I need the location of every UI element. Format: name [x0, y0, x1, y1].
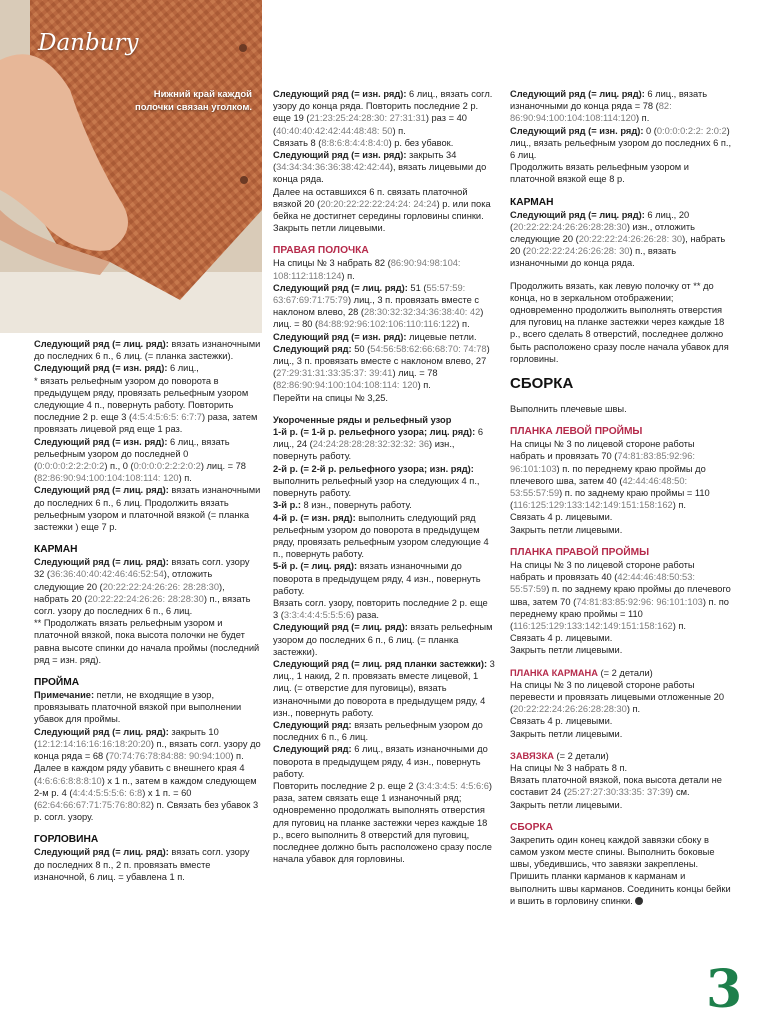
text-run: Вязать согл. узору, повторить последние 2 р. еще 3 (	[273, 597, 488, 621]
text-run: На спицы № 3 по лицевой стороне работы набрать и провязать 70 (	[510, 439, 695, 462]
text-run: ) р. или пока бейка не достигнет середины горловины спинки.	[273, 198, 491, 222]
size-numbers: 0:0:0:0:2:2:2:0:2	[133, 461, 201, 472]
spacer	[510, 270, 732, 280]
size-numbers: 27:29:31:31:33:35:37: 39:41	[276, 368, 393, 379]
row-label: Следующий ряд (= изн. ряд):	[273, 150, 407, 161]
row-label: Следующий ряд (= изн. ряд):	[34, 436, 168, 447]
text-run: 50 (	[351, 343, 371, 354]
size-numbers: 20:22:22:24:26:26:28: 30	[578, 234, 683, 245]
text-run: ), набрать 20 (	[34, 581, 225, 604]
text-run: выполнить рельефный узор на следующих 4 п., повернуть работу.	[273, 475, 480, 499]
text-run: лицевые петли.	[406, 331, 477, 342]
text-run: 6 лиц., 20 (	[510, 209, 690, 232]
instruction-paragraph	[34, 689, 262, 726]
text-run: ) р. без убавок.	[388, 137, 454, 148]
text-run: Связать 4 р. лицевыми.	[510, 512, 613, 523]
section-heading: ПЛАНКА ЛЕВОЙ ПРОЙМЫ	[510, 426, 643, 438]
text-run: ) изн., повернуть работу.	[273, 439, 455, 462]
text-run: ) лиц., 3 п. провязать вместе с наклоном влево, 27 (	[273, 343, 490, 379]
section-heading: ПРОЙМА	[34, 677, 80, 689]
size-numbers: 116:125:129:133:142:149:151:158:162	[513, 500, 673, 511]
size-numbers: 12:12:14:16:16:16:18:20:20	[37, 738, 151, 749]
spacer	[34, 666, 262, 676]
row-label: 4-й р. (= изн. ряд):	[273, 512, 356, 523]
instruction-paragraph	[34, 617, 262, 666]
row-label: Следующий ряд (= изн. ряд):	[273, 331, 407, 342]
section-heading: ПЛАНКА ПРАВОЙ ПРОЙМЫ	[510, 546, 650, 558]
text-run: вязать согл. узору до последних 8 п., 2 п. провязать вместе изнаночной, 6 лиц. = убавлена 1 п.	[34, 847, 250, 882]
row-label: Следующий ряд (= лиц. ряд):	[34, 726, 169, 737]
size-numbers: 42:44:46:48:50: 53:55:57:59	[510, 475, 688, 499]
row-label: Следующий ряд (= лиц. ряд):	[273, 622, 408, 633]
instruction-paragraph	[34, 436, 262, 485]
text-run: 6 лиц., вязать изнаночными до конца ряда = 78 (	[510, 89, 708, 112]
text-run: ) п. по заднему краю проймы до плечевого шва, затем 70 (	[510, 584, 731, 607]
spacer	[273, 404, 495, 414]
instruction-paragraph	[273, 499, 495, 511]
text-run: ) п.	[392, 125, 406, 136]
size-numbers: 4:6:6:6:8:8:8:10	[37, 775, 102, 786]
size-numbers: 34:34:34:36:36:38:42:42:44	[276, 162, 390, 173]
section-heading: ГОРЛОВИНА	[34, 834, 99, 846]
text-run: Связать 8 (	[273, 137, 322, 148]
text-run: ** Продолжать вязать рельефным узором и платочной вязкой, пока высота полочки не будет равна высоте спинки до начала проймы (последний ряд = изн. ряд).	[34, 618, 260, 665]
text-run: 6 лиц.,	[167, 363, 199, 374]
row-label: Следующий ряд (= лиц. ряд):	[510, 89, 645, 99]
instruction-paragraph	[510, 834, 732, 907]
row-label: Следующий ряд:	[273, 719, 352, 730]
text-run: 6 лиц., 24 (	[273, 427, 483, 450]
size-numbers: 74:81:83:85:92:96: 96:101:103	[510, 451, 695, 474]
text-run: Вязать платочной вязкой, пока высота детали не составит 24 (	[510, 775, 722, 798]
text-run: Продолжить вязать рельефным узором и платочной вязкой еще 8 р.	[510, 162, 689, 185]
instruction-paragraph	[273, 719, 495, 743]
text-run: вязать рельефным узором до последних 6 п., 6 лиц.	[273, 719, 483, 743]
text-run: вязать согл. узору 32 (	[34, 557, 250, 580]
text-run: ) раза, затем связать еще 1 изнаночный ряд; одновременно продолжать выполнять отверстия для пуговиц на планке застежки через каждые 18 р., всего выполнить 8 отверстий для пуговиц, последнее должно быть расположено сразу после начала убавок для горловины.	[273, 780, 493, 865]
text-run: ) п. по переднему краю проймы до плечевого шва, затем 40 (	[510, 463, 706, 486]
instruction-paragraph	[510, 715, 732, 727]
size-numbers: 82: 86:90:94:100:104:108:114:120	[510, 101, 672, 124]
end-mark-icon	[635, 897, 643, 905]
size-numbers: 70:74:76:78:84:88: 90:94:100	[108, 751, 231, 762]
instruction-paragraph	[510, 559, 732, 632]
instruction-paragraph	[273, 780, 495, 865]
instruction-paragraph	[273, 743, 495, 780]
size-numbers: 0:0:0:0:2:2: 2:0:2	[656, 125, 727, 136]
row-label: Укороченные ряды и рельефный узор	[273, 414, 452, 425]
row-label: Следующий ряд (= изн. ряд):	[510, 125, 644, 136]
text-run: 51 (	[407, 282, 427, 293]
row-label: Следующий ряд (= лиц. ряд):	[34, 847, 169, 858]
row-label: Следующий ряд (= лиц. ряд):	[510, 209, 645, 220]
spacer	[510, 657, 732, 667]
section-heading: ПРАВАЯ ПОЛОЧКА	[273, 245, 369, 257]
size-numbers: 8:8:6:8:4:4:8:4:0	[321, 137, 389, 148]
text-run: 6 лиц., вязать изнаночными до поворота в предыдущем ряду, 4 изн., повернуть работу.	[273, 744, 488, 779]
instruction-paragraph	[510, 774, 732, 798]
instruction-paragraph	[273, 222, 495, 234]
size-numbers: 25:27:27:30:33:35: 37:39	[566, 787, 671, 798]
text-run: ) х 1 п. = 60 (	[34, 787, 192, 810]
text-run: Закрыть петли лицевыми.	[273, 223, 386, 234]
text-run: вязать изнаночными до последних 6 п., 6 лиц. (= планка застежки).	[34, 339, 261, 362]
text-run: ) п. по заднему краю проймы = 110 (	[510, 488, 710, 511]
text-run: закрыть 10 (	[34, 726, 219, 749]
size-numbers: 24:24:28:28:28:32:32:32: 36	[312, 439, 430, 450]
text-run: ) п.	[341, 270, 355, 281]
row-label: 2-й р. (= 2-й р. рельефного узора; изн. ряд):	[273, 463, 474, 474]
text-run: ), набрать 20 (	[510, 234, 726, 257]
text-run: На спицы № 3 по лицевой стороне работы набрать и провязать 40 (	[510, 559, 695, 583]
text-run: Далее на оставшихся 6 п. связать платочной вязкой 20 (	[273, 186, 468, 209]
text-run: Повторить последние 2 р. еще 2 (	[273, 780, 420, 791]
size-numbers: 84:88:92:96:102:106:110:116:122	[318, 319, 457, 330]
text-run: ) п. Связать без убавок 3 р. согл. узору.	[34, 799, 259, 823]
text-run: Продолжить вязать, как левую полочку от ** до конца, но в зеркальном отображении; одновременно продолжить выполнять отверстия для пуговиц на планке застежки через каждые 18 р., всего сделать 8 отверстий, последнее должно быть расположено сразу после начала убавок для горловины.	[510, 280, 729, 364]
instruction-paragraph	[273, 414, 495, 426]
instruction-paragraph	[34, 556, 262, 617]
instruction-paragraph	[273, 560, 495, 597]
text-run: закрыть 34 (	[273, 150, 457, 173]
row-label: Следующий ряд:	[273, 744, 352, 755]
text-run: * вязать рельефным узором до поворота в предыдущем ряду, провязать рельефным узором следующие 4 п., повернуть работу. Повторить последние 2 р. еще 3 (	[34, 375, 249, 423]
text-run: ) лиц. = 78 (	[273, 368, 438, 391]
size-numbers: 54:56:58:62:66:68:70: 74:78	[370, 343, 487, 354]
size-numbers: 3:3:4:4:4:5:5:5:6	[283, 610, 352, 621]
instruction-paragraph	[510, 209, 732, 270]
text-run: ) п. по переднему краю проймы = 110 (	[510, 596, 729, 631]
spacer	[34, 533, 262, 543]
text-run: ), отложить следующие 20 (	[34, 569, 213, 592]
text-run: На спицы № 3 набрать 8 п.	[510, 762, 628, 773]
size-numbers: 82:86:90:94:100:104:108:114: 120	[276, 380, 418, 391]
text-run: ) раза, затем провязать лицевой ряд еще 1 раз.	[34, 412, 258, 435]
instruction-paragraph	[510, 799, 732, 811]
text-run: ) п.	[672, 620, 686, 631]
text-run: Далее в каждом ряду убавить с внешнего края 4 (	[34, 763, 245, 786]
instruction-paragraph	[273, 658, 495, 719]
text-run: ) раз = 40 (	[273, 113, 467, 136]
size-numbers: 28:30:32:32:34:36:38:40: 42	[363, 307, 481, 318]
size-numbers: 4:4:4:5:5:5:6: 6:8	[72, 787, 143, 798]
text-run: выполнить следующий ряд рельефным узором до поворота в предыдущем ряду, провязать рельефным узором следующие 4 п., повернуть работу.	[273, 512, 489, 560]
instruction-paragraph	[273, 463, 495, 500]
row-label: 1-й р. (= 1-й р. рельефного узора; лиц. ряд):	[273, 427, 476, 438]
instruction-paragraph	[273, 282, 495, 331]
text-run: ) лиц., 3 п. провязать вместе с наклоном влево, 28 (	[273, 295, 480, 318]
instruction-paragraph	[510, 125, 732, 162]
text-run: ) лиц. = 78 (	[34, 461, 246, 484]
instruction-paragraph	[34, 726, 262, 763]
text-run: ) см.	[670, 787, 690, 798]
instruction-paragraph	[34, 375, 262, 436]
row-label: 5-й р. (= лиц. ряд):	[273, 561, 358, 572]
section-heading: КАРМАН	[34, 544, 78, 556]
instruction-paragraph	[273, 149, 495, 186]
spacer	[34, 823, 262, 833]
instruction-paragraph	[510, 280, 732, 365]
text-run: ) п., вязать согл. узору до последних 6 п., 6 лиц.	[34, 593, 251, 617]
text-run: вязать изнаночными до последних 6 п., 6 лиц. Продолжить вязать рельефным узором и платочной вязкой (= планка застежки ) еще 7 р.	[34, 485, 261, 533]
instruction-paragraph	[273, 392, 495, 404]
row-label: Следующий ряд (= лиц. ряд планки застежки):	[273, 658, 488, 669]
row-label: Следующий ряд (= изн. ряд):	[34, 363, 168, 374]
instruction-paragraph	[34, 362, 262, 374]
text-run: ) изн., отложить следующие 20 (	[510, 221, 695, 245]
column-left	[34, 338, 262, 883]
instruction-paragraph	[510, 762, 732, 774]
size-numbers: 20:20:22:22:22:24:24: 24:24	[320, 198, 437, 209]
row-label: Следующий ряд (= изн. ряд):	[273, 89, 407, 99]
instruction-paragraph	[273, 137, 495, 149]
instruction-paragraph	[510, 524, 732, 536]
text-run: вязать изнаночными до поворота в предыдущем ряду, 4 изн., повернуть работу.	[273, 561, 481, 596]
size-numbers: 0:0:0:0:2:2:2:0:2	[37, 461, 105, 472]
text-run: ) п., вязать согл. узору до конца ряда = 68 (	[34, 738, 261, 762]
section-heading: ЗАВЯЗКА	[510, 750, 554, 761]
text-run: ) п.	[178, 473, 192, 484]
text-run: 6 лиц., вязать рельефным узором до последней 0 (	[34, 436, 230, 472]
text-run: ) п.	[626, 704, 641, 715]
photo-caption: Нижний край каждой полочки связан уголком.	[134, 89, 252, 113]
row-label: 3-й р.:	[273, 500, 301, 511]
text-run: петли, не входящие в узор, провязывать платочной вязкой при выполнении убавок для проймы.	[34, 690, 242, 725]
text-run: 8 изн., повернуть работу.	[300, 500, 412, 511]
instruction-paragraph	[273, 257, 495, 281]
size-numbers: 55:57:59: 63:67:69:71:75:79	[273, 282, 466, 306]
text-run: вязать рельефным узором до последних 6 п., 6 лиц. (= планка застежки).	[273, 622, 493, 657]
text-run: ) п.	[672, 500, 686, 511]
size-numbers: 20:22:22:24:26:26:28: 30	[526, 246, 630, 257]
instruction-paragraph	[510, 632, 732, 644]
instruction-paragraph	[510, 161, 732, 185]
text-run: На спицы № 3 по лицевой стороне работы перевести и провязать лицевыми отложенные 20 (	[510, 679, 725, 715]
text-run: Выполнить плечевые швы.	[510, 404, 627, 415]
text-run: ) п., 0 (	[104, 461, 134, 472]
brand-title: Danbury	[38, 30, 139, 56]
text-run: ), вязать лицевыми до конца ряда.	[273, 162, 487, 185]
spacer	[510, 740, 732, 750]
text-run: Закрыть петли лицевыми.	[510, 728, 623, 739]
text-run: ) лиц., вязать рельефным узором до последних 6 п., 6 лиц.	[510, 125, 732, 161]
instruction-paragraph	[273, 512, 495, 561]
size-numbers: 86:90:94:98:104: 108:112:118:124	[273, 258, 461, 281]
spacer	[510, 811, 732, 821]
text-run: 3 лиц., 1 накид, 2 п. провязать вместе лицевой, 1 лиц. (= отверстие для пуговицы), вязать изнаночными до поворота в предыдущем ряду, 4 изн., повернуть работу.	[273, 658, 495, 718]
section-heading: ПЛАНКА КАРМАНА	[510, 667, 598, 678]
section-heading: КАРМАН	[510, 196, 554, 208]
size-numbers: 20:22:22:24:26:26: 28:28:30	[87, 593, 204, 604]
size-numbers: 82:86:90:94:100:104:108:114: 120	[37, 473, 179, 484]
size-numbers: 62:64:66:67:71:75:76:80:82	[37, 799, 151, 810]
spacer	[510, 365, 732, 375]
instruction-paragraph	[510, 644, 732, 656]
instruction-paragraph	[510, 88, 732, 125]
spacer	[510, 393, 732, 403]
spacer	[510, 536, 732, 546]
instruction-paragraph	[510, 728, 732, 740]
instruction-paragraph	[273, 597, 495, 621]
size-numbers: 36:36:40:40:42:46:46:52:54	[50, 569, 164, 580]
size-numbers: 3:4:3:4:5: 4:5:6:6	[419, 780, 489, 791]
row-label: Следующий ряд:	[273, 343, 352, 354]
size-numbers: 20:22:22:24:26:26:28:28:30	[513, 704, 627, 715]
instruction-paragraph	[510, 438, 732, 511]
text-run: ) лиц. = 80 (	[273, 307, 484, 330]
page-number: 3	[706, 959, 743, 1020]
text-run: (= 2 детали)	[597, 667, 653, 678]
spacer	[510, 186, 732, 196]
text-run: Связать 4 р. лицевыми.	[510, 633, 613, 644]
instruction-paragraph	[34, 338, 262, 362]
instruction-paragraph	[273, 343, 495, 392]
size-numbers: 21:23:25:24:28:30: 27:31:31	[309, 113, 426, 124]
text-run: Связать 4 р. лицевыми.	[510, 716, 613, 727]
instruction-paragraph	[34, 846, 262, 883]
instruction-paragraph	[510, 679, 732, 716]
instruction-paragraph	[273, 88, 495, 137]
instruction-paragraph	[510, 750, 732, 762]
instruction-paragraph	[273, 186, 495, 223]
size-numbers: 74:81:83:85:92:96: 96:101:103	[576, 596, 703, 607]
text-run: Закрыть петли лицевыми.	[510, 524, 623, 535]
text-run: ) п.	[230, 751, 244, 762]
text-run: На спицы № 3 набрать 82 (	[273, 258, 391, 269]
row-label: Следующий ряд (= лиц. ряд):	[273, 282, 408, 293]
text-run: (= 2 детали)	[553, 750, 609, 761]
size-numbers: 4:5:4:5:6:5: 6:7:7	[132, 412, 202, 423]
size-numbers: 20:22:22:24:26:26:28:28:30	[513, 221, 627, 232]
text-run: ) п.	[635, 113, 650, 124]
text-run: ) п., вязать изнаночными до конца ряда.	[510, 246, 677, 269]
size-numbers: 42:44:46:48:50:53: 55:57:59	[510, 572, 695, 595]
instruction-paragraph	[34, 762, 262, 823]
spacer	[510, 415, 732, 425]
instruction-paragraph	[510, 403, 732, 415]
instruction-paragraph	[273, 331, 495, 343]
spacer	[273, 234, 495, 244]
text-run: Закрыть петли лицевыми.	[510, 645, 623, 656]
section-heading: СБОРКА	[510, 821, 553, 833]
row-label: Следующий ряд (= лиц. ряд):	[34, 557, 169, 568]
instruction-paragraph	[34, 484, 262, 533]
size-numbers: 40:40:40:42:42:44:48:48: 50	[276, 125, 393, 136]
row-label: Следующий ряд (= лиц. ряд):	[34, 339, 169, 349]
text-run: Перейти на спицы № 3,25.	[273, 392, 389, 403]
text-run: 0 (	[643, 125, 657, 136]
column-right	[510, 88, 732, 907]
row-label: Примечание:	[34, 690, 95, 701]
section-heading: СБОРКА	[510, 375, 574, 393]
instruction-paragraph	[510, 667, 732, 679]
text-run: Закрепить один конец каждой завязки сбоку в самом узком месте спины. Выполнить боковые швы, убедившись, что завязки закреплены. Пришить планки карманов к карманам и выполнить швы карманов. Соединить концы бейки и вшить в горловину спинки.	[510, 834, 731, 906]
text-run: ) х 1 п., затем в каждом следующем 2-м р. 4 (	[34, 775, 257, 798]
instruction-paragraph	[273, 426, 495, 463]
row-label: Следующий ряд (= лиц. ряд):	[34, 485, 169, 496]
text-run: ) п.	[417, 380, 431, 391]
text-run: 6 лиц., вязать согл. узору до конца ряда. Повторить последние 2 р. еще 19 (	[273, 89, 493, 124]
instruction-paragraph	[510, 511, 732, 523]
text-run: ) раза.	[351, 610, 379, 621]
text-run: ) п.	[456, 319, 470, 330]
size-numbers: 116:125:129:133:142:149:151:158:162	[513, 620, 673, 631]
text-run: Закрыть петли лицевыми.	[510, 799, 623, 810]
column-middle	[273, 88, 495, 865]
instruction-paragraph	[273, 621, 495, 658]
size-numbers: 20:22:22:24:26:26: 28:28:30	[102, 581, 220, 592]
